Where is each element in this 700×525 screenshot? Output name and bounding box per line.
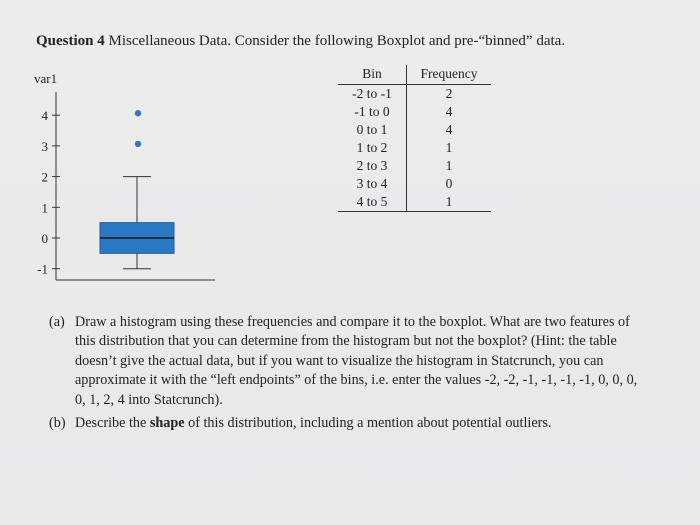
bin-cell: -1 to 0 — [338, 103, 407, 121]
frequency-cell: 1 — [445, 140, 453, 155]
part-b-text-before: Describe the — [75, 415, 147, 432]
table-row — [338, 175, 491, 193]
question-title: Miscellaneous Data. Consider the following Boxplot and pre-“binned” data. — [108, 33, 566, 49]
y-tick-label: 2 — [41, 169, 48, 185]
question-parts — [49, 313, 644, 437]
frequency-cell: 4 — [445, 104, 453, 119]
table-row — [338, 121, 491, 139]
outlier-point — [135, 141, 141, 147]
frequency-cell: 0 — [445, 176, 453, 191]
table-row — [338, 85, 491, 104]
question-label: Question 4 — [36, 33, 105, 49]
table-row — [338, 193, 491, 212]
boxplot-marks — [100, 110, 174, 269]
frequency-cell: 1 — [407, 193, 492, 212]
frequency-table — [338, 65, 491, 212]
header-bin: Bin — [338, 65, 407, 85]
table-header-row — [338, 65, 491, 85]
bin-cell: 2 to 3 — [338, 157, 407, 175]
y-tick-label: 4 — [41, 108, 48, 124]
part-b-label: (b) — [49, 415, 66, 432]
boxplot-chart — [0, 0, 240, 300]
bin-cell: 4 to 5 — [338, 193, 407, 212]
outlier-point — [135, 110, 141, 116]
y-tick-label: 0 — [41, 231, 48, 246]
part-a — [49, 313, 644, 410]
part-a-text: Draw a histogram using these frequencies and compare it to the boxplot. What are two features of this distribution that you can determine from the histogram but not the boxplot? (Hint: the table doesn’t give the actual data, but if you want to visualize the histogram in Statcrunch, you can approximate it with the “left endpoints” of the bins, i.e. enter the values -2, -2, -1, -1, -1, -1, 0, 0, 0, 0, 1, 2, 4 into Statcrunch). — [75, 314, 638, 408]
table-row — [338, 157, 491, 175]
bin-cell: 3 to 4 — [338, 175, 407, 193]
bin-cell: 0 to 1 — [338, 121, 407, 139]
part-a-label: (a) — [49, 314, 65, 330]
part-b — [49, 414, 644, 433]
frequency-cell: 1 — [445, 158, 453, 173]
boxplot-variable-label: var1 — [34, 71, 58, 86]
part-b-bold: shape — [149, 415, 185, 432]
y-tick-label: 3 — [41, 138, 48, 154]
frequency-cell: 4 — [445, 122, 453, 137]
y-axis-ticks — [37, 108, 60, 277]
y-tick-label: 1 — [41, 200, 48, 216]
bin-cell: 1 to 2 — [338, 139, 407, 157]
table-row — [338, 139, 491, 157]
part-b-text-after: of this distribution, including a mention about potential outliers. — [188, 415, 552, 432]
frequency-cell: 2 — [445, 86, 453, 101]
bin-cell: -2 to -1 — [338, 85, 407, 104]
header-frequency: Frequency — [407, 65, 492, 85]
part-b-text — [75, 414, 644, 433]
y-tick-label: -1 — [37, 261, 48, 277]
table-row — [338, 103, 491, 121]
